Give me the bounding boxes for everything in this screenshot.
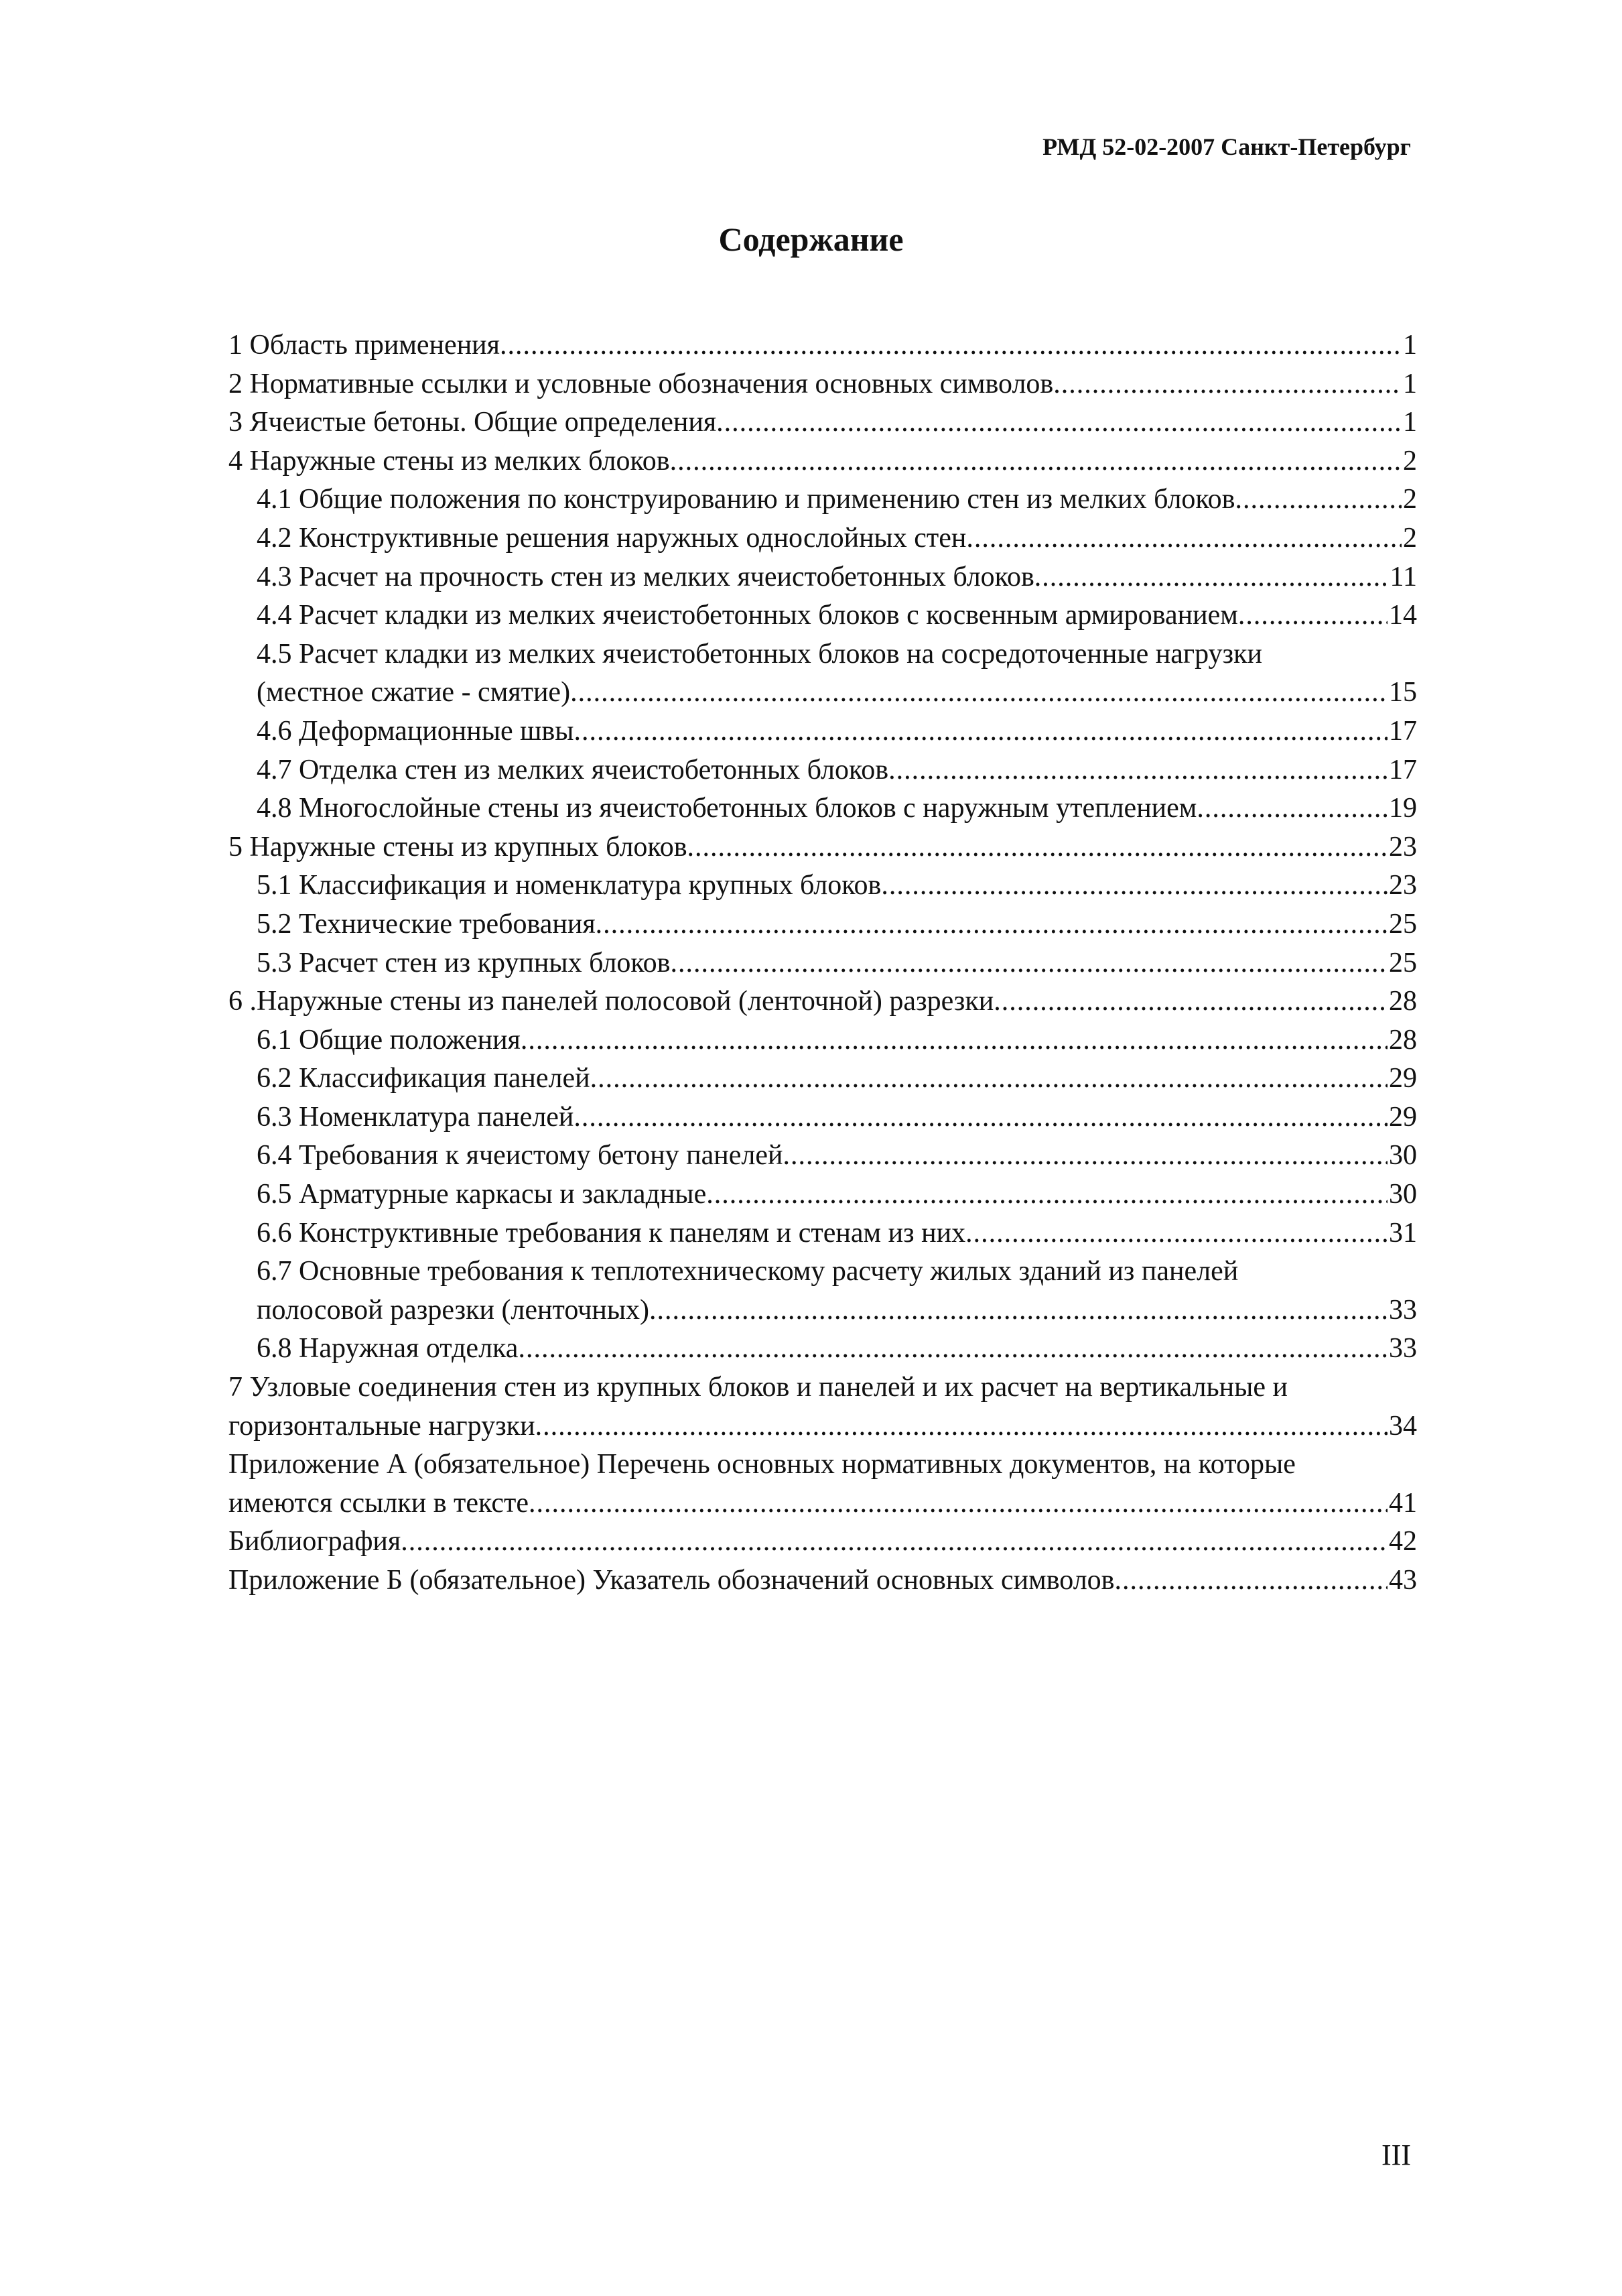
dot-leader xyxy=(1034,558,1389,597)
toc-entry-page: 2 xyxy=(1403,522,1417,554)
toc-entry[interactable] xyxy=(228,365,1417,404)
toc-entry-title: 6.6 Конструктивные требования к панелям и стенам из них xyxy=(257,1217,966,1249)
toc-entry-text-line: 4.5 Расчет кладки из мелких ячеистобетонных блоков на сосредоточенные нагрузки xyxy=(257,638,1263,669)
toc-entry-title: имеются ссылки в тексте xyxy=(228,1487,529,1519)
toc-entry-page: 30 xyxy=(1389,1140,1417,1171)
dot-leader xyxy=(1238,596,1388,635)
toc-entry-title: (местное сжатие - смятие) xyxy=(257,677,571,708)
toc-entry-title: 3 Ячеистые бетоны. Общие определения xyxy=(228,407,717,438)
dot-leader xyxy=(1053,365,1402,404)
dot-leader xyxy=(881,867,1388,905)
toc-entry-title: 4.2 Конструктивные решения наружных однослойных стен xyxy=(257,522,967,554)
dot-leader xyxy=(573,1098,1388,1137)
toc-entry-title: 4.1 Общие положения по конструированию и применению стен из мелких блоков xyxy=(257,484,1235,515)
toc-entry-title: 5.3 Расчет стен из крупных блоков xyxy=(257,947,671,978)
toc-entry-title: Библиография xyxy=(228,1526,401,1557)
toc-entry-page: 2 xyxy=(1403,445,1417,476)
toc-entry-page: 33 xyxy=(1389,1333,1417,1364)
toc-entry-title: 2 Нормативные ссылки и условные обозначения основных символов xyxy=(228,368,1054,399)
toc-entry-page: 14 xyxy=(1389,600,1417,631)
dot-leader xyxy=(535,1407,1388,1446)
toc-entry-page: 31 xyxy=(1389,1217,1417,1249)
toc-entry-title: Приложение Б (обязательное) Указатель обозначений основных символов xyxy=(228,1565,1115,1596)
toc-entry-page: 25 xyxy=(1389,947,1417,978)
toc-entry-title: 5.1 Классификация и номенклатура крупных блоков xyxy=(257,870,882,901)
toc-entry-page: 25 xyxy=(1389,908,1417,940)
dot-leader xyxy=(1115,1561,1388,1600)
toc-entry-page: 19 xyxy=(1389,793,1417,824)
toc-entry-page: 17 xyxy=(1389,754,1417,785)
toc-entry[interactable] xyxy=(228,1098,1417,1137)
dot-leader xyxy=(888,751,1388,790)
toc-entry[interactable] xyxy=(228,867,1417,905)
toc-entry-title: 6 .Наружные стены из панелей полосовой (ленточной) разрезки xyxy=(228,986,994,1017)
toc-entry-text-line: 7 Узловые соединения стен из крупных блоков и панелей и их расчет на вертикальные и xyxy=(228,1372,1288,1403)
toc-entry-title: 4.3 Расчет на прочность стен из мелких ячеистобетонных блоков xyxy=(257,561,1034,592)
toc-entry-page: 1 xyxy=(1403,407,1417,438)
toc-entry-title: 4.7 Отделка стен из мелких ячеистобетонных блоков xyxy=(257,754,889,785)
dot-leader xyxy=(529,1484,1388,1523)
toc-entry-page: 15 xyxy=(1389,677,1417,708)
toc-entry[interactable] xyxy=(228,596,1417,635)
toc-entry-page: 42 xyxy=(1389,1526,1417,1557)
toc-entry[interactable] xyxy=(228,442,1417,481)
toc-entry-page: 30 xyxy=(1389,1179,1417,1210)
page-number: III xyxy=(1381,2139,1411,2171)
toc-entry[interactable] xyxy=(228,1368,1417,1446)
dot-leader xyxy=(687,828,1388,867)
dot-leader xyxy=(671,944,1388,983)
document-reference: РМД 52-02-2007 Санкт-Петербург xyxy=(1042,133,1411,160)
toc-entry-title: 5.2 Технические требования xyxy=(257,908,596,940)
toc-entry-title: полосовой разрезки (ленточных) xyxy=(257,1294,650,1326)
toc-entry-page: 1 xyxy=(1403,368,1417,399)
toc-entry-title: 5 Наружные стены из крупных блоков xyxy=(228,831,687,863)
dot-leader xyxy=(596,905,1388,944)
toc-entry[interactable] xyxy=(228,558,1417,597)
toc-entry-page: 43 xyxy=(1389,1565,1417,1596)
dot-leader xyxy=(994,982,1388,1021)
toc-entry[interactable] xyxy=(228,1561,1417,1600)
table-of-contents xyxy=(228,326,1417,1600)
toc-entry[interactable] xyxy=(228,519,1417,558)
toc-entry-text-line: 6.7 Основные требования к теплотехническому расчету жилых зданий из панелей xyxy=(257,1256,1239,1287)
toc-entry-title: 6.8 Наружная отделка xyxy=(257,1333,519,1364)
toc-entry[interactable] xyxy=(228,1523,1417,1561)
toc-entry[interactable] xyxy=(228,905,1417,944)
toc-entry[interactable] xyxy=(228,944,1417,983)
toc-entry[interactable] xyxy=(228,982,1417,1021)
dot-leader xyxy=(783,1137,1388,1175)
toc-entry[interactable] xyxy=(228,1214,1417,1253)
toc-entry-page: 23 xyxy=(1389,870,1417,901)
toc-entry[interactable] xyxy=(228,1021,1417,1060)
toc-entry[interactable] xyxy=(228,1060,1417,1098)
toc-entry-title: 6.5 Арматурные каркасы и закладные xyxy=(257,1179,707,1210)
toc-entry[interactable] xyxy=(228,635,1417,712)
toc-entry-page: 29 xyxy=(1389,1063,1417,1094)
dot-leader xyxy=(401,1523,1388,1561)
dot-leader xyxy=(1197,789,1388,828)
toc-entry-title: 6.2 Классификация панелей xyxy=(257,1063,590,1094)
dot-leader xyxy=(716,403,1402,442)
toc-entry-title: 6.1 Общие положения xyxy=(257,1024,521,1056)
dot-leader xyxy=(590,1060,1388,1098)
dot-leader xyxy=(965,1214,1388,1253)
dot-leader xyxy=(966,519,1402,558)
toc-entry-title: 4.4 Расчет кладки из мелких ячеистобетонных блоков с косвенным армированием xyxy=(257,600,1238,631)
toc-entry[interactable] xyxy=(228,1446,1417,1523)
toc-entry[interactable] xyxy=(228,751,1417,790)
dot-leader xyxy=(1235,481,1402,519)
toc-entry-page: 2 xyxy=(1403,484,1417,515)
toc-entry-title: 4.8 Многослойные стены из ячеистобетонных блоков с наружным утеплением xyxy=(257,793,1197,824)
toc-entry-title: 6.4 Требования к ячеистому бетону панелей xyxy=(257,1140,783,1171)
toc-entry-page: 17 xyxy=(1389,715,1417,747)
dot-leader xyxy=(706,1175,1388,1214)
toc-entry-page: 34 xyxy=(1389,1410,1417,1442)
toc-entry-title: 4 Наружные стены из мелких блоков xyxy=(228,445,670,476)
toc-entry-page: 1 xyxy=(1403,330,1417,361)
toc-entry[interactable] xyxy=(228,1137,1417,1175)
toc-entry-title: 6.3 Номенклатура панелей xyxy=(257,1101,574,1133)
dot-leader xyxy=(670,442,1402,481)
toc-entry[interactable] xyxy=(228,481,1417,519)
toc-entry-title: 1 Область применения xyxy=(228,330,500,361)
toc-entry[interactable] xyxy=(228,828,1417,867)
dot-leader xyxy=(521,1021,1388,1060)
toc-entry-title: 4.6 Деформационные швы xyxy=(257,715,574,747)
dot-leader xyxy=(649,1291,1388,1330)
toc-entry[interactable] xyxy=(228,1175,1417,1214)
toc-entry[interactable] xyxy=(228,403,1417,442)
toc-entry-page: 29 xyxy=(1389,1101,1417,1133)
toc-entry-page: 28 xyxy=(1389,986,1417,1017)
toc-entry-page: 11 xyxy=(1390,561,1417,592)
toc-entry[interactable] xyxy=(228,789,1417,828)
toc-entry-title: горизонтальные нагрузки xyxy=(228,1410,535,1442)
toc-entry-page: 28 xyxy=(1389,1024,1417,1056)
toc-entry-page: 41 xyxy=(1389,1487,1417,1519)
page-title: Содержание xyxy=(718,220,904,258)
toc-entry[interactable] xyxy=(228,712,1417,751)
dot-leader xyxy=(573,712,1388,751)
dot-leader xyxy=(570,674,1388,712)
toc-entry[interactable] xyxy=(228,1253,1417,1330)
dot-leader xyxy=(500,326,1402,365)
toc-entry-text-line: Приложение А (обязательное) Перечень основных нормативных документов, на которые xyxy=(228,1449,1296,1480)
toc-entry-page: 23 xyxy=(1389,831,1417,863)
toc-entry-page: 33 xyxy=(1389,1294,1417,1326)
dot-leader xyxy=(518,1330,1388,1368)
toc-entry[interactable] xyxy=(228,1330,1417,1368)
toc-entry[interactable] xyxy=(228,326,1417,365)
